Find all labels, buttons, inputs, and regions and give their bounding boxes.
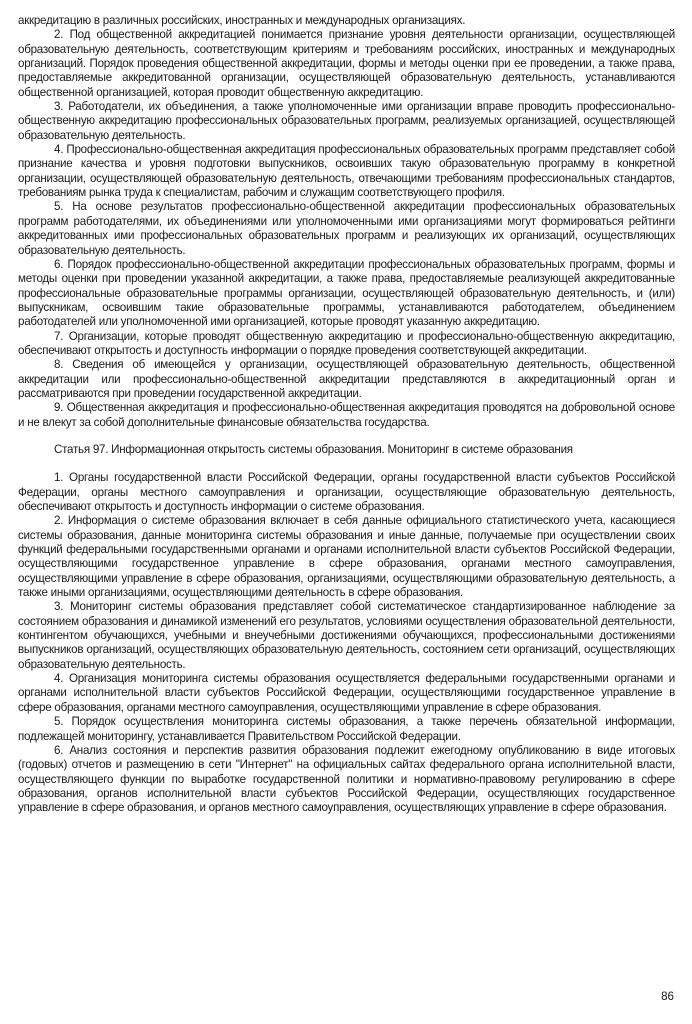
paragraph-b-1: 1. Органы государственной власти Российской Федерации, органы государственной власти субъектов Российской Федерации, органы местного самоуправления и организации, осуществляющие образовательную деятельность, обеспечивают открытость и доступность информации о системе образования.	[18, 471, 675, 513]
article-heading: Статья 97. Информационная открытость системы образования. Мониторинг в системе образования	[54, 442, 573, 456]
paragraph-a-8: 8. Сведения об имеющейся у организации, осуществляющей образовательную деятельность, общественной аккредитации или профессионально-общественной аккредитации представляются в аккредитационный орган и рассматриваются при проведении государственной аккредитации.	[18, 358, 675, 400]
paragraph-b-3: 3. Мониторинг системы образования представляет собой систематическое стандартизированное наблюдение за состоянием образования и динамикой изменений его результатов, условиями осуществления образовательной деятельности, контингентом обучающихся, учебными и внеучебными достижениями обучающихся, профессиональными достижениями выпускников организаций, осуществляющих образовательную деятельность, состоянием сети организаций, осуществляющих образовательную деятельность.	[18, 600, 675, 671]
paragraph-a-4: 4. Профессионально-общественная аккредитация профессиональных образовательных программ представляет собой признание качества и уровня подготовки выпускников, освоивших такую образовательную программу в конкретной организации, осуществляющей образовательную деятельность, отвечающими требованиям профессиональных стандартов, требованиям рынка труда к специалистам, рабочим и служащим соответствующего профиля.	[18, 143, 675, 200]
paragraph-a-6: 6. Порядок профессионально-общественной аккредитации профессиональных образовательных программ, формы и методы оценки при проведении указанной аккредитации, а также права, предоставляемые реализующей аккредитованные профессиональные образовательные программы организации, осуществляющей образовательную деятельность, и (или) выпускникам, освоившим такие образовательные программы, устанавливаются работодателем, объединением работодателей или уполномоченной ими организацией, которые проводят указанную аккредитацию.	[18, 257, 675, 329]
paragraph-a-2: 2. Под общественной аккредитацией понимается признание уровня деятельности организации, осуществляющей образовательную деятельность, соответствующим критериям и требованиям российских, иностранных и международных организаций. Порядок проведения общественной аккредитации, формы и методы оценки при ее проведении, а также права, предоставляемые аккредитованной организации, осуществляющей образовательную деятельность, устанавливаются общественной организацией, которая проводит общественную аккредитацию.	[18, 28, 675, 99]
paragraph-b-5: 5. Порядок осуществления мониторинга системы образования, а также перечень обязательной информации, подлежащей мониторингу, устанавливается Правительством Российской Федерации.	[18, 715, 675, 743]
paragraph-a-7: 7. Организации, которые проводят общественную аккредитацию и профессионально-общественную аккредитацию, обеспечивают открытость и доступность информации о порядке проведения соответствующей аккредитации.	[18, 329, 675, 357]
intro-continuation: аккредитацию в различных российских, иностранных и международных организациях.	[18, 14, 466, 27]
paragraph-a-9: 9. Общественная аккредитация и профессионально-общественная аккредитация проводятся на добровольной основе и не влекут за собой дополнительные финансовые обязательства государства.	[18, 401, 675, 429]
paragraph-b-2: 2. Информация о системе образования включает в себя данные официального статистического учета, касающиеся системы образования, данные мониторинга системы образования и иные данные, получаемые при осуществлении своих функций федеральными государственными органами и органами исполнительной власти субъектов Российской Федерации, осуществляющими государственное управление в сфере образования, органами местного самоуправления, осуществляющими управление в сфере образования, организациями, осуществляющими образовательную деятельность, а также иными организациями, осуществляющими деятельность в сфере образования.	[18, 514, 675, 600]
document-page	[18, 14, 675, 816]
paragraph-b-6: 6. Анализ состояния и перспектив развития образования подлежит ежегодному опубликованию в виде итоговых (годовых) отчетов и размещению в сети "Интернет" на официальных сайтах федерального органа исполнительной власти, осуществляющего функции по выработке государственной политики и нормативно-правовому регулированию в сфере образования, органов исполнительной власти субъектов Российской Федерации, осуществляющих государственное управление в сфере образования, и органов местного самоуправления, осуществляющих управление в сфере образования.	[18, 743, 675, 815]
paragraph-a-3: 3. Работодатели, их объединения, а также уполномоченные ими организации вправе проводить профессионально-общественную аккредитацию профессиональных образовательных программ, реализуемых организацией, осуществляющей образовательную деятельность.	[18, 100, 675, 142]
page-number: 86	[661, 990, 674, 1003]
paragraph-b-4: 4. Организация мониторинга системы образования осуществляется федеральными государственными органами и органами исполнительной власти субъектов Российской Федерации, осуществляющими государственное управление в сфере образования, органами местного самоуправления, осуществляющими управление в сфере образования.	[18, 672, 675, 714]
paragraph-a-5: 5. На основе результатов профессионально-общественной аккредитации профессиональных образовательных программ работодателями, их объединениями или уполномоченными ими организациями могут формироваться рейтинги аккредитованных ими профессиональных образовательных программ и реализующих их организаций, осуществляющих образовательную деятельность.	[18, 200, 675, 257]
